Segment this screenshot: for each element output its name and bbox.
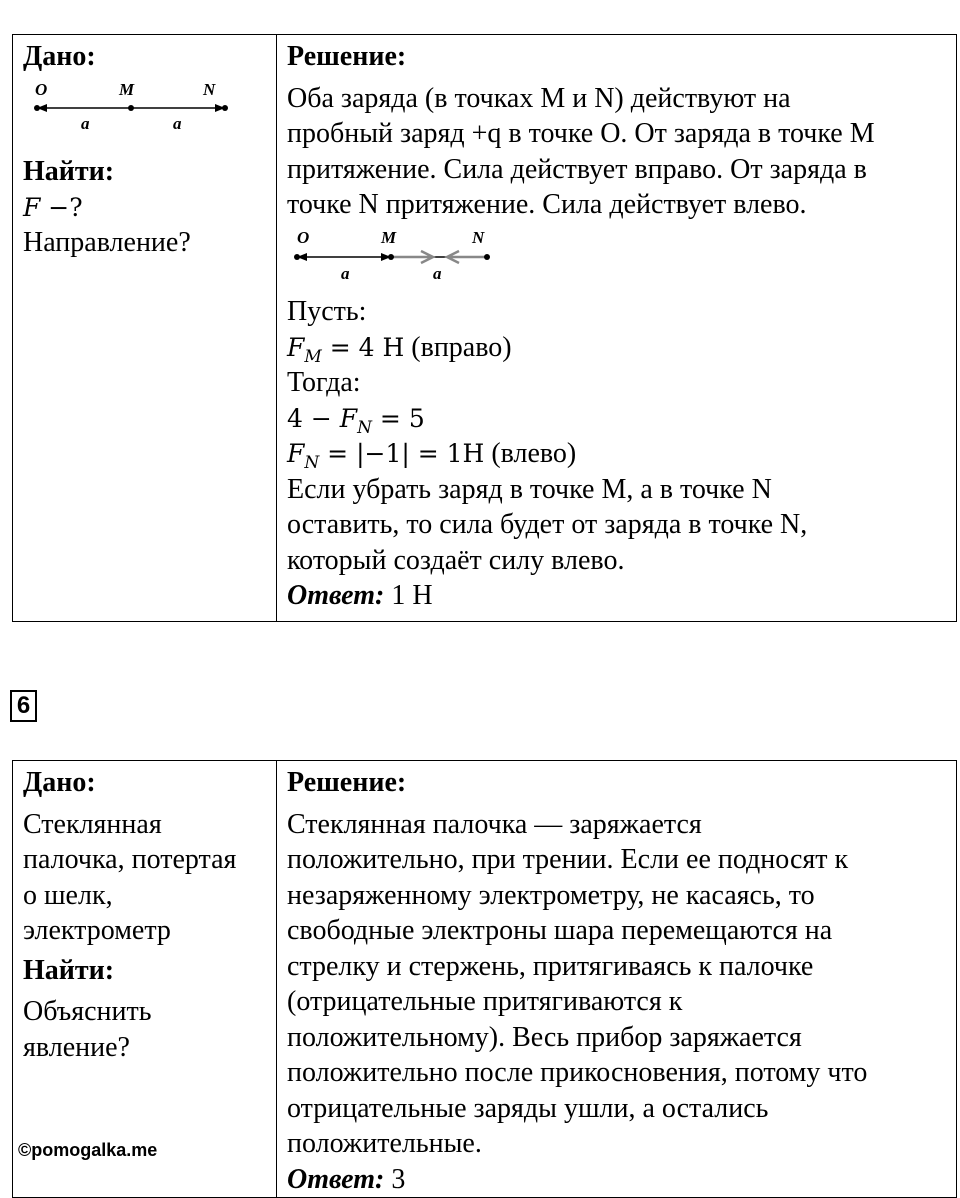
solution-line: незаряженному электрометру, не касаясь, то [287, 879, 815, 911]
find-line: явление? [23, 1031, 130, 1063]
solution-line: стрелку и стержень, притягиваясь к палочке [287, 950, 814, 982]
answer-label: Ответ: [287, 580, 385, 611]
conclusion-line: который создаёт силу влево. [287, 544, 625, 576]
diagram-point-m [128, 105, 134, 111]
conclusion-line: оставить, то сила будет от заряда в точке N, [287, 509, 808, 540]
solution-cell [277, 761, 957, 1198]
given-line: электрометр [23, 915, 171, 946]
solution-line: притяжение. Сила действует вправо. От заряда в [287, 153, 867, 185]
conclusion-line: Если убрать заряд в точке M, а в точке N [287, 473, 772, 505]
diagram-point-o [34, 105, 40, 111]
fm-line: $F_M = 4$ Н (вправо) [287, 331, 512, 367]
diagram-label-n: N [472, 227, 485, 247]
diagram-label-o: O [297, 227, 310, 247]
diagram-label-m: M [381, 227, 397, 247]
diagram-label-a2: a [173, 113, 182, 133]
force-arrow-left [447, 251, 487, 263]
task-table-previous [12, 34, 957, 622]
solution-line: положительно после прикосновения, потому что [287, 1057, 868, 1088]
answer-line [287, 1162, 948, 1198]
diagram-label-o: O [35, 79, 48, 99]
given-heading: Дано: [23, 767, 96, 798]
diagram-point-o [294, 254, 300, 260]
fn-note: (влево) [491, 438, 577, 469]
answer-value: 1 Н [391, 580, 433, 611]
solution-heading: Решение: [287, 767, 407, 798]
solution-cell [277, 35, 957, 622]
diagram-point-n [222, 105, 228, 111]
given-diagram [23, 75, 233, 137]
find-force: F −? [23, 192, 83, 222]
watermark: ©pomogalka.me [18, 1140, 158, 1160]
given-line: о шелк, [23, 879, 113, 911]
solution-line: положительные. [287, 1128, 482, 1159]
solution-line: положительному). Весь прибор заряжается [287, 1021, 802, 1053]
let-label: Пусть: [287, 296, 367, 327]
fm-note: (вправо) [411, 331, 512, 363]
solution-line: отрицательные заряды ушли, а остались [287, 1092, 769, 1124]
solution-line: (отрицательные притягиваются к [287, 986, 683, 1017]
given-cell [13, 761, 277, 1198]
given-heading: Дано: [23, 41, 96, 72]
given-cell [13, 35, 277, 622]
find-line: Объяснить [23, 996, 152, 1027]
diagram-label-n: N [203, 79, 216, 99]
solution-heading: Решение: [287, 41, 407, 72]
solution-line: свободные электроны шара перемещаются на [287, 915, 833, 946]
diagram-label-a1: a [341, 263, 350, 283]
solution-line: точке N притяжение. Сила действует влево. [287, 189, 807, 220]
task-table-6 [12, 760, 957, 1198]
force-arrow-right [391, 251, 433, 263]
solution-line: пробный заряд +q в точке O. От заряда в точке M [287, 118, 875, 149]
solution-diagram [287, 223, 517, 285]
find-heading: Найти: [23, 954, 115, 986]
answer-value: 3 [391, 1163, 406, 1195]
diagram-label-m: M [119, 79, 135, 99]
solution-line: положительно, при трении. Если ее подносят к [287, 844, 849, 875]
diagram-point-n [484, 254, 490, 260]
answer-label: Ответ: [287, 1163, 385, 1195]
diagram-label-a2: a [433, 263, 442, 283]
fn-line: $F_N = |-1| = 1Н$ (влево) [287, 438, 577, 473]
solution-line: Стеклянная палочка — заряжается [287, 808, 702, 840]
task-number-box: 6 [10, 690, 37, 722]
diagram-label-a1: a [81, 113, 90, 133]
equation-1: $4 - F_N = 5$ [287, 403, 425, 438]
given-line: Стеклянная [23, 808, 162, 840]
find-direction: Направление? [23, 227, 191, 258]
diagram-point-m [388, 254, 394, 260]
given-line: палочка, потертая [23, 844, 237, 875]
solution-line: Оба заряда (в точках M и N) действуют на [287, 82, 791, 114]
find-heading: Найти: [23, 156, 115, 187]
then-label: Тогда: [287, 367, 361, 398]
answer-line [287, 578, 948, 614]
